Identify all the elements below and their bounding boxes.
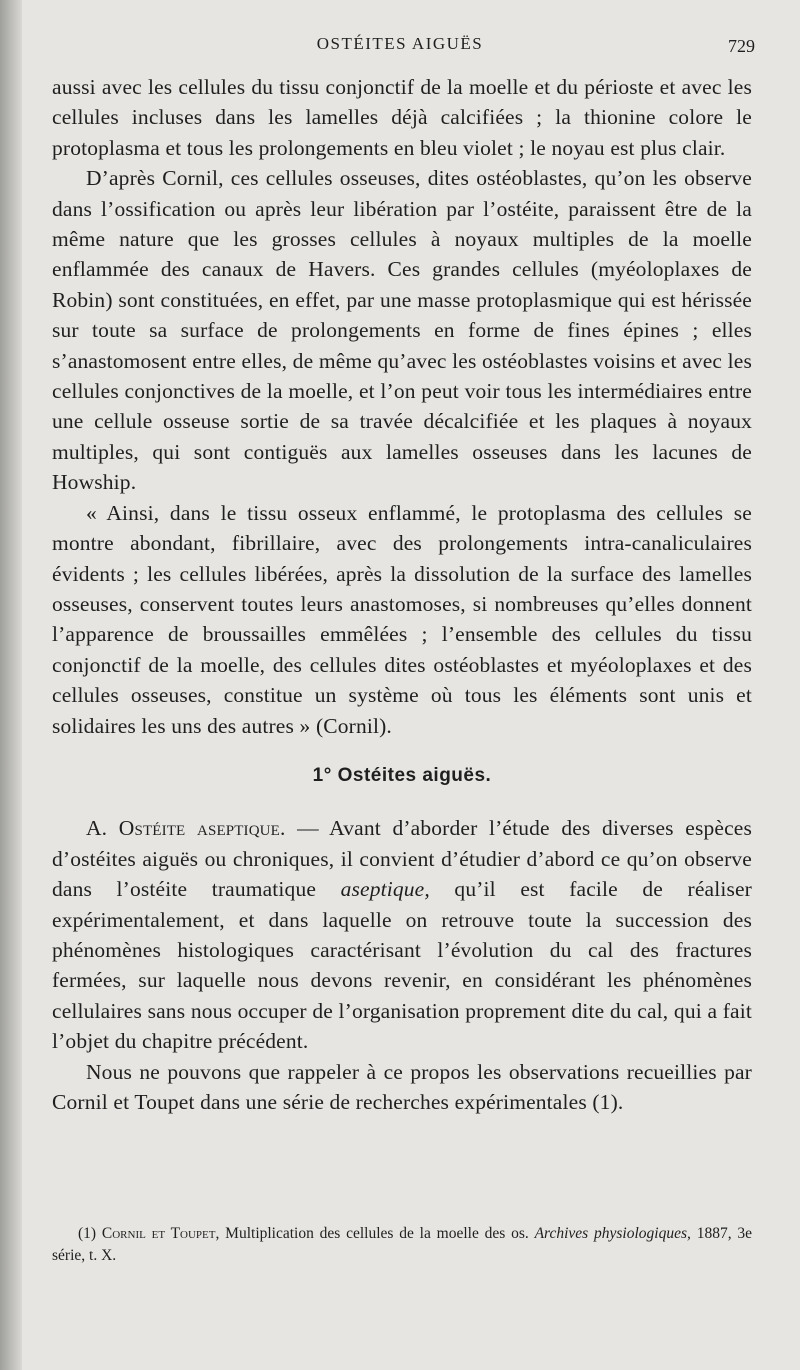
page-header [0,32,800,62]
paragraph-osteite-aseptique [52,813,752,1056]
paragraph-text-b: qu’il est facile de réaliser expérimentalement, et dans laquelle on retrouve toute la succession des phénomènes histologiques caractérisant l’évolution du cal des fractures fermées, sur laquelle nous devons revenir, en considérant les phénomènes cellulaires sans nous occuper de l’organisation proprement dite du cal, qui a fait l’objet du chapitre précédent. [52,877,752,1054]
running-title: OSTÉITES AIGUËS [316,34,484,53]
body-text [52,72,752,1117]
page-number: 729 [728,36,755,56]
footnote-authors: Cornil et Toupet, [101,1225,220,1242]
section-title: 1° Ostéites aiguës. [312,764,492,786]
paragraph-cornil-osteoblasts: D’après Cornil, ces cellules osseuses, dites ostéoblastes, qu’on les observe dans l’ossification ou après leur libération par l’ostéite, paraissent être de la même nature que les grosses cellules à noyaux multiples de la moelle enflammée des canaux de Havers. Ces grandes cellules (myéoloplaxes de Robin) sont constituées, en effet, par une masse protoplasmique qui est hérissée sur toute sa surface de prolongements en forme de fines épines ; elles s’anastomosent entre elles, de même qu’avec les ostéoblastes voisins et avec les cellules conjonctives de la moelle, et l’on peut voir tous les intermédiaires entre une cellule osseuse sortie de sa travée décalcifiée et les plaques à noyaux multiples, qui sont contiguës aux lamelles osseuses dans les lacunes de Howship. [52,166,752,495]
paragraph-italic: aseptique, [340,877,430,902]
footnote-details: 1887, 3e série, t. X. [52,1225,752,1264]
paragraph-observations: Nous ne pouvons que rappeler à ce propos les observations recueillies par Cornil et Toupet dans une série de recherches expérimentales (1). [52,1059,752,1114]
footnote [52,1223,752,1267]
footnote-title: Multiplication des cellules de la moelle des os. [219,1225,535,1242]
footnote-journal: Archives physiologiques, [534,1225,691,1242]
paragraph-continuation: aussi avec les cellules du tissu conjonctif de la moelle et du périoste et avec les cellules incluses dans les lamelles déjà calcifiées ; la thionine colore le protoplasma et tous les prolongements en bleu violet ; le noyau est plus clair. [52,75,752,160]
paragraph-cornil-quote: « Ainsi, dans le tissu osseux enflammé, le protoplasma des cellules se montre abondant, fibrillaire, avec des prolongements intra-canaliculaires évidents ; les cellules libérées, après la dissolution de la surface des lamelles osseuses, conservent toutes leurs anastomoses, si nombreuses qu’elles donnent l’apparence de broussailles emmêlées ; l’ensemble des cellules du tissu conjonctif de la moelle, des cellules dites ostéoblastes et myéoloplaxes et des cellules osseuses, constitue un système où tous les éléments sont unis et solidaires les uns des autres » (Cornil). [52,500,752,738]
footnote-marker: (1) [78,1225,102,1242]
subsection-lead: A. Ostéite aseptique. [86,816,286,841]
paragraph-text-a: — Avant d’aborder l’étude des diverses espèces d’ostéites aiguës ou chroniques, il convient d’étudier d’abord ce qu’on observe dans l’ostéite traumatique [52,816,752,902]
